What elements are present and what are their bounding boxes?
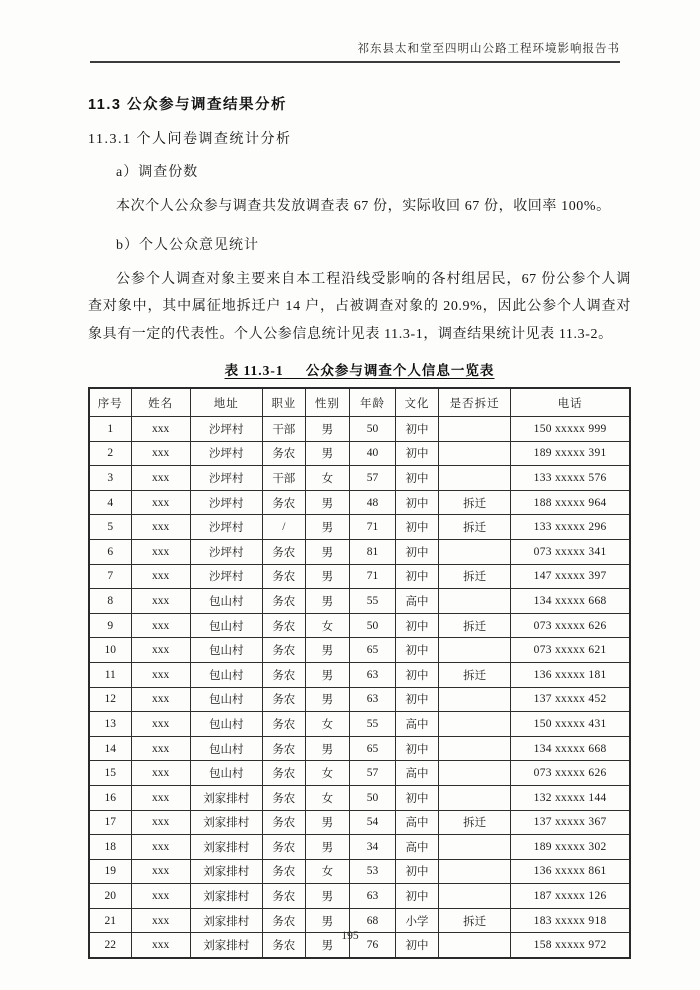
cell-relocation — [439, 712, 511, 737]
cell-name: xxx — [131, 515, 190, 540]
cell-name: xxx — [131, 687, 190, 712]
cell-relocation — [439, 539, 511, 564]
cell-relocation — [439, 736, 511, 761]
cell-relocation — [439, 441, 511, 466]
cell-age: 76 — [349, 933, 395, 958]
cell-name: xxx — [131, 785, 190, 810]
column-header-occupation: 职业 — [262, 388, 305, 417]
cell-name: xxx — [131, 466, 190, 491]
cell-relocation: 拆迁 — [439, 662, 511, 687]
cell-address: 包山村 — [190, 613, 262, 638]
cell-index: 1 — [89, 417, 131, 442]
cell-index: 18 — [89, 835, 131, 860]
cell-phone: 073 xxxxx 626 — [511, 761, 630, 786]
table-caption — [88, 359, 631, 379]
cell-age: 63 — [349, 884, 395, 909]
cell-index: 12 — [89, 687, 131, 712]
cell-address: 沙坪村 — [190, 417, 262, 442]
table-row — [89, 515, 630, 540]
cell-address: 刘家排村 — [190, 908, 262, 933]
table-row — [89, 859, 630, 884]
cell-education: 初中 — [396, 613, 439, 638]
cell-occupation: 务农 — [262, 539, 305, 564]
cell-gender: 男 — [305, 662, 349, 687]
cell-name: xxx — [131, 564, 190, 589]
cell-age: 65 — [349, 736, 395, 761]
cell-age: 50 — [349, 417, 395, 442]
cell-occupation: 干部 — [262, 466, 305, 491]
cell-gender: 男 — [305, 810, 349, 835]
cell-education: 高中 — [396, 589, 439, 614]
cell-index: 3 — [89, 466, 131, 491]
table-row — [89, 539, 630, 564]
cell-phone: 137 xxxxx 367 — [511, 810, 630, 835]
cell-index: 9 — [89, 613, 131, 638]
cell-name: xxx — [131, 490, 190, 515]
cell-phone: 136 xxxxx 861 — [511, 859, 630, 884]
cell-address: 沙坪村 — [190, 515, 262, 540]
cell-age: 63 — [349, 687, 395, 712]
cell-index: 8 — [89, 589, 131, 614]
cell-relocation — [439, 884, 511, 909]
cell-index: 16 — [89, 785, 131, 810]
cell-gender: 女 — [305, 785, 349, 810]
cell-index: 7 — [89, 564, 131, 589]
cell-name: xxx — [131, 613, 190, 638]
cell-name: xxx — [131, 761, 190, 786]
cell-phone: 188 xxxxx 964 — [511, 490, 630, 515]
table-caption-title: 公众参与调查个人信息一览表 — [305, 363, 495, 378]
cell-phone: 136 xxxxx 181 — [511, 662, 630, 687]
table-row — [89, 884, 630, 909]
cell-name: xxx — [131, 539, 190, 564]
cell-address: 刘家排村 — [190, 933, 262, 958]
section-heading-11-3: 11.3 公众参与调查结果分析 — [88, 97, 287, 113]
cell-relocation — [439, 761, 511, 786]
cell-gender: 男 — [305, 564, 349, 589]
cell-education: 初中 — [396, 662, 439, 687]
cell-education: 高中 — [396, 835, 439, 860]
cell-age: 55 — [349, 589, 395, 614]
cell-gender: 女 — [305, 761, 349, 786]
table-row — [89, 466, 630, 491]
cell-name: xxx — [131, 884, 190, 909]
cell-occupation: 务农 — [262, 564, 305, 589]
cell-relocation: 拆迁 — [439, 515, 511, 540]
cell-phone: 134 xxxxx 668 — [511, 589, 630, 614]
column-header-relocation: 是否拆迁 — [439, 388, 511, 417]
cell-relocation — [439, 417, 511, 442]
cell-age: 48 — [349, 490, 395, 515]
table-row — [89, 564, 630, 589]
cell-occupation: 务农 — [262, 589, 305, 614]
cell-age: 57 — [349, 466, 395, 491]
cell-education: 高中 — [396, 761, 439, 786]
cell-index: 5 — [89, 515, 131, 540]
cell-age: 68 — [349, 908, 395, 933]
cell-index: 22 — [89, 933, 131, 958]
table-body — [89, 417, 630, 959]
cell-phone: 137 xxxxx 452 — [511, 687, 630, 712]
cell-education: 初中 — [396, 417, 439, 442]
cell-occupation: 务农 — [262, 908, 305, 933]
cell-gender: 男 — [305, 539, 349, 564]
column-header-education: 文化 — [396, 388, 439, 417]
cell-phone: 189 xxxxx 391 — [511, 441, 630, 466]
cell-phone: 073 xxxxx 341 — [511, 539, 630, 564]
cell-relocation: 拆迁 — [439, 564, 511, 589]
cell-address: 包山村 — [190, 687, 262, 712]
cell-age: 65 — [349, 638, 395, 663]
table-row — [89, 662, 630, 687]
cell-address: 包山村 — [190, 761, 262, 786]
cell-index: 10 — [89, 638, 131, 663]
cell-gender: 女 — [305, 466, 349, 491]
cell-relocation — [439, 859, 511, 884]
cell-relocation — [439, 589, 511, 614]
column-header-gender: 性别 — [305, 388, 349, 417]
cell-name: xxx — [131, 638, 190, 663]
cell-relocation — [439, 687, 511, 712]
cell-education: 初中 — [396, 785, 439, 810]
table-row — [89, 417, 630, 442]
table-row — [89, 736, 630, 761]
cell-name: xxx — [131, 859, 190, 884]
cell-occupation: 务农 — [262, 662, 305, 687]
cell-phone: 150 xxxxx 999 — [511, 417, 630, 442]
cell-education: 初中 — [396, 441, 439, 466]
cell-education: 初中 — [396, 564, 439, 589]
cell-gender: 男 — [305, 441, 349, 466]
column-header-age: 年龄 — [349, 388, 395, 417]
cell-address: 刘家排村 — [190, 835, 262, 860]
cell-education: 小学 — [396, 908, 439, 933]
paragraph-survey-count: 本次个人公众参与调查共发放调查表 67 份，实际收回 67 份，收回率 100%。 — [116, 199, 611, 214]
cell-index: 21 — [89, 908, 131, 933]
cell-occupation: 务农 — [262, 810, 305, 835]
cell-name: xxx — [131, 589, 190, 614]
cell-index: 4 — [89, 490, 131, 515]
cell-address: 包山村 — [190, 638, 262, 663]
table-row — [89, 613, 630, 638]
table-row — [89, 785, 630, 810]
cell-education: 初中 — [396, 515, 439, 540]
cell-name: xxx — [131, 662, 190, 687]
cell-age: 50 — [349, 785, 395, 810]
cell-gender: 男 — [305, 687, 349, 712]
cell-index: 19 — [89, 859, 131, 884]
table-row — [89, 712, 630, 737]
cell-relocation: 拆迁 — [439, 810, 511, 835]
cell-relocation: 拆迁 — [439, 908, 511, 933]
cell-age: 63 — [349, 662, 395, 687]
cell-relocation — [439, 638, 511, 663]
table-header-row — [89, 388, 630, 417]
cell-address: 刘家排村 — [190, 785, 262, 810]
cell-gender: 女 — [305, 859, 349, 884]
cell-gender: 男 — [305, 417, 349, 442]
cell-education: 初中 — [396, 539, 439, 564]
cell-occupation: 务农 — [262, 441, 305, 466]
table-row — [89, 761, 630, 786]
cell-name: xxx — [131, 908, 190, 933]
cell-name: xxx — [131, 736, 190, 761]
cell-gender: 女 — [305, 613, 349, 638]
cell-address: 沙坪村 — [190, 466, 262, 491]
cell-index: 17 — [89, 810, 131, 835]
cell-phone: 147 xxxxx 397 — [511, 564, 630, 589]
cell-occupation: 务农 — [262, 859, 305, 884]
cell-phone: 158 xxxxx 972 — [511, 933, 630, 958]
table-row — [89, 589, 630, 614]
table-caption-label: 表 11.3-1 — [224, 363, 284, 378]
cell-occupation: 务农 — [262, 761, 305, 786]
cell-phone: 183 xxxxx 918 — [511, 908, 630, 933]
cell-age: 34 — [349, 835, 395, 860]
cell-occupation: / — [262, 515, 305, 540]
cell-education: 初中 — [396, 638, 439, 663]
cell-index: 11 — [89, 662, 131, 687]
cell-address: 刘家排村 — [190, 884, 262, 909]
cell-education: 初中 — [396, 466, 439, 491]
cell-age: 81 — [349, 539, 395, 564]
cell-occupation: 务农 — [262, 785, 305, 810]
cell-age: 71 — [349, 564, 395, 589]
cell-phone: 189 xxxxx 302 — [511, 835, 630, 860]
cell-gender: 男 — [305, 490, 349, 515]
cell-index: 13 — [89, 712, 131, 737]
cell-age: 55 — [349, 712, 395, 737]
cell-phone: 133 xxxxx 296 — [511, 515, 630, 540]
cell-index: 6 — [89, 539, 131, 564]
cell-name: xxx — [131, 441, 190, 466]
cell-phone: 073 xxxxx 621 — [511, 638, 630, 663]
cell-education: 高中 — [396, 712, 439, 737]
cell-gender: 男 — [305, 638, 349, 663]
cell-age: 40 — [349, 441, 395, 466]
cell-occupation: 务农 — [262, 613, 305, 638]
cell-occupation: 务农 — [262, 490, 305, 515]
section-heading-11-3-1: 11.3.1 个人问卷调查统计分析 — [88, 132, 292, 147]
cell-index: 2 — [89, 441, 131, 466]
cell-address: 刘家排村 — [190, 810, 262, 835]
cell-address: 包山村 — [190, 662, 262, 687]
cell-relocation — [439, 466, 511, 491]
cell-occupation: 务农 — [262, 933, 305, 958]
cell-address: 刘家排村 — [190, 859, 262, 884]
table-row — [89, 810, 630, 835]
cell-name: xxx — [131, 712, 190, 737]
cell-name: xxx — [131, 417, 190, 442]
cell-phone: 134 xxxxx 668 — [511, 736, 630, 761]
cell-relocation — [439, 785, 511, 810]
cell-occupation: 务农 — [262, 884, 305, 909]
cell-education: 初中 — [396, 687, 439, 712]
cell-address: 包山村 — [190, 736, 262, 761]
cell-phone: 133 xxxxx 576 — [511, 466, 630, 491]
page-content — [88, 63, 631, 959]
survey-info-table — [88, 387, 631, 959]
column-header-address: 地址 — [190, 388, 262, 417]
cell-education: 高中 — [396, 810, 439, 835]
cell-education: 初中 — [396, 490, 439, 515]
cell-index: 14 — [89, 736, 131, 761]
cell-age: 53 — [349, 859, 395, 884]
cell-address: 沙坪村 — [190, 490, 262, 515]
cell-index: 15 — [89, 761, 131, 786]
cell-occupation: 务农 — [262, 638, 305, 663]
cell-gender: 男 — [305, 589, 349, 614]
cell-occupation: 务农 — [262, 687, 305, 712]
cell-age: 57 — [349, 761, 395, 786]
cell-gender: 男 — [305, 933, 349, 958]
cell-gender: 男 — [305, 736, 349, 761]
cell-phone: 132 xxxxx 144 — [511, 785, 630, 810]
cell-occupation: 务农 — [262, 712, 305, 737]
column-header-name: 姓名 — [131, 388, 190, 417]
cell-phone: 187 xxxxx 126 — [511, 884, 630, 909]
column-header-phone: 电话 — [511, 388, 630, 417]
cell-address: 包山村 — [190, 589, 262, 614]
cell-relocation: 拆迁 — [439, 613, 511, 638]
cell-occupation: 务农 — [262, 835, 305, 860]
table-row — [89, 835, 630, 860]
cell-address: 沙坪村 — [190, 564, 262, 589]
table-row — [89, 441, 630, 466]
cell-name: xxx — [131, 933, 190, 958]
cell-name: xxx — [131, 810, 190, 835]
list-item-a: a）调查份数 — [116, 165, 199, 180]
cell-education: 初中 — [396, 884, 439, 909]
cell-occupation: 务农 — [262, 736, 305, 761]
paragraph-survey-opinion: 公参个人调查对象主要来自本工程沿线受影响的各村组居民，67 份公参个人调查对象中，其中属征地拆迁户 14 户，占被调查对象的 20.9%，因此公参个人调查对象具有一定的代表性。个人公参信息统计见表 11.3-1，调查结果统计见表 11.3-2。 — [88, 271, 631, 342]
cell-address: 包山村 — [190, 712, 262, 737]
cell-gender: 女 — [305, 712, 349, 737]
cell-relocation: 拆迁 — [439, 490, 511, 515]
cell-relocation — [439, 835, 511, 860]
running-header: 祁东县太和堂至四明山公路工程环境影响报告书 — [90, 40, 620, 63]
cell-education: 初中 — [396, 736, 439, 761]
cell-education: 初中 — [396, 933, 439, 958]
cell-age: 50 — [349, 613, 395, 638]
cell-gender: 男 — [305, 884, 349, 909]
header-row — [89, 388, 630, 417]
column-header-index: 序号 — [89, 388, 131, 417]
cell-phone: 150 xxxxx 431 — [511, 712, 630, 737]
cell-education: 初中 — [396, 859, 439, 884]
cell-gender: 男 — [305, 835, 349, 860]
cell-occupation: 干部 — [262, 417, 305, 442]
cell-index: 20 — [89, 884, 131, 909]
table-row — [89, 687, 630, 712]
page-number: 195 — [341, 930, 359, 942]
list-item-b: b）个人公众意见统计 — [116, 237, 259, 253]
cell-phone: 073 xxxxx 626 — [511, 613, 630, 638]
cell-gender: 男 — [305, 515, 349, 540]
cell-age: 54 — [349, 810, 395, 835]
cell-name: xxx — [131, 835, 190, 860]
table-row — [89, 490, 630, 515]
cell-address: 沙坪村 — [190, 441, 262, 466]
table-row — [89, 638, 630, 663]
cell-gender: 男 — [305, 908, 349, 933]
cell-address: 沙坪村 — [190, 539, 262, 564]
cell-age: 71 — [349, 515, 395, 540]
